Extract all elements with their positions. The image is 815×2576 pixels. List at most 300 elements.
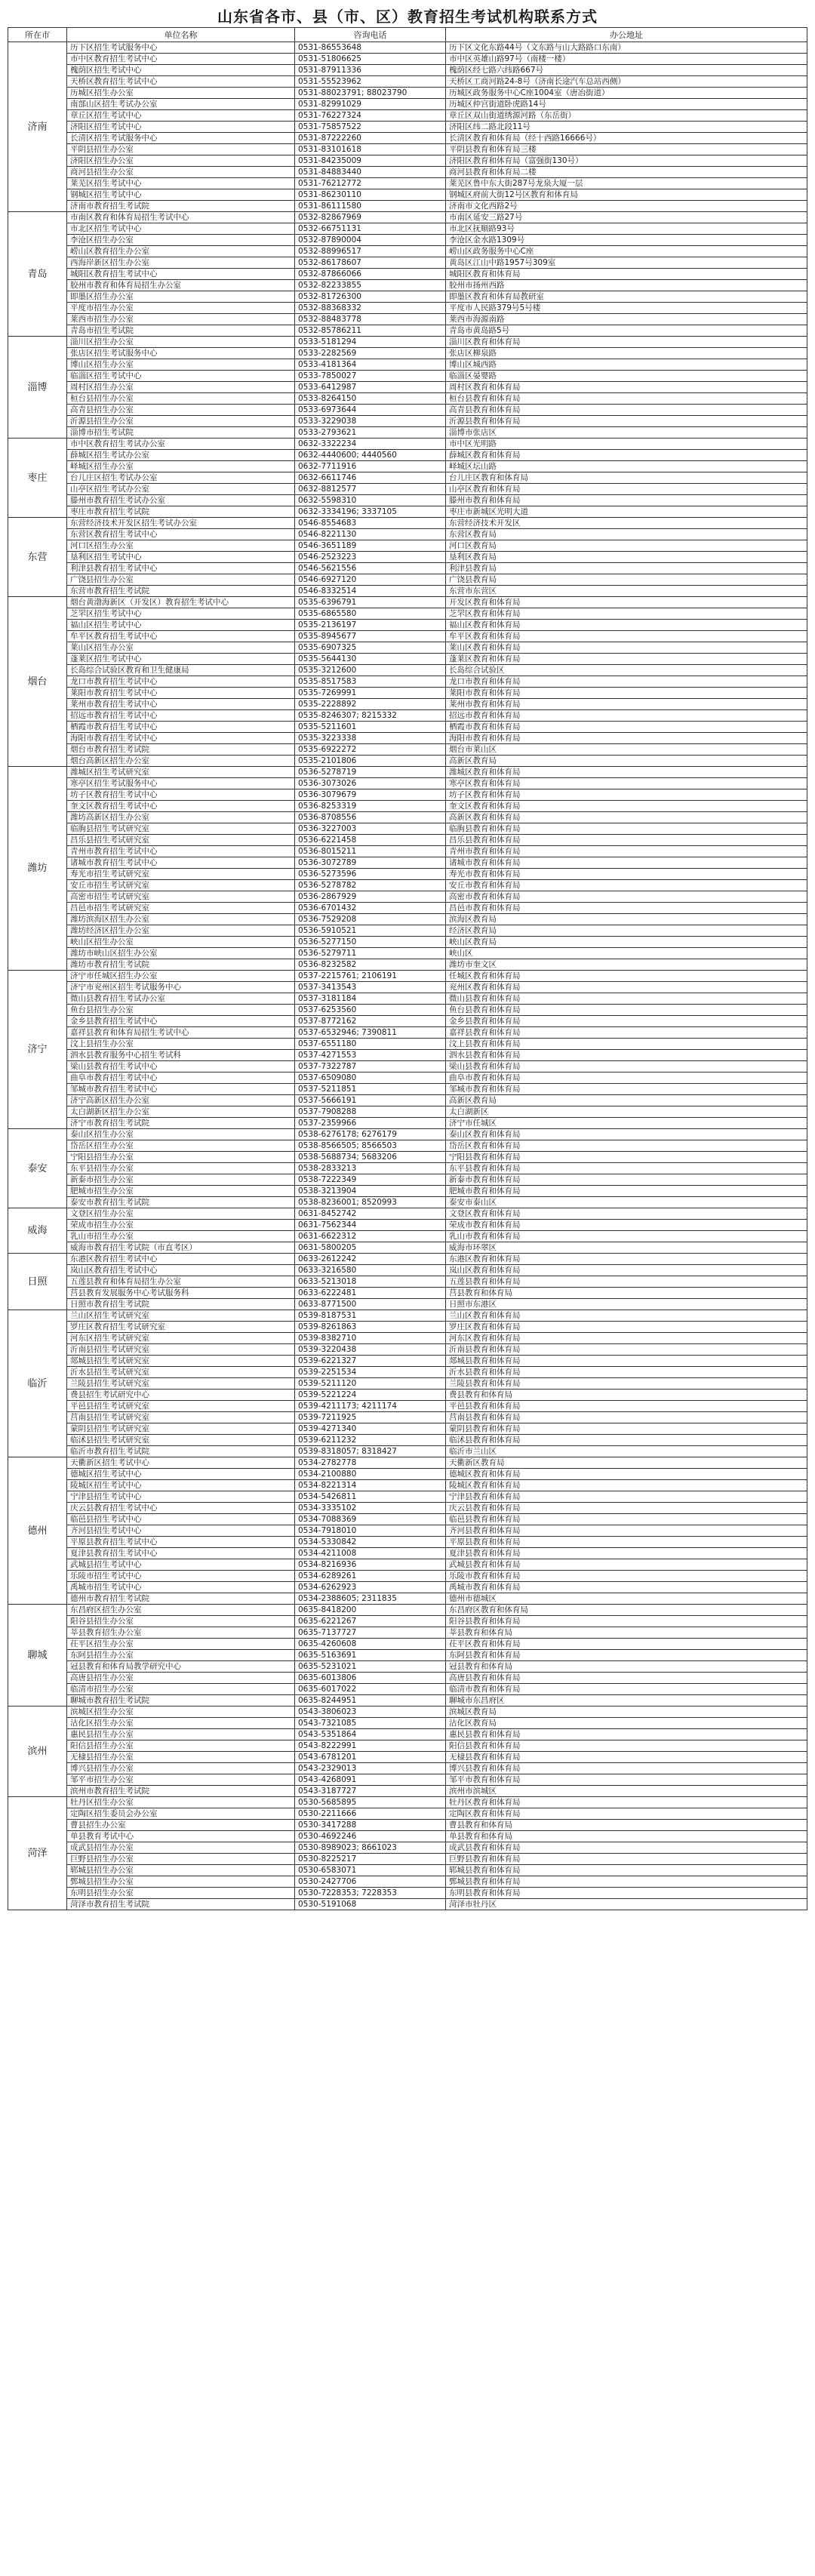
table-row (8, 178, 807, 189)
address-cell: 钢城区府前大街12号区教育和体育局 (446, 189, 807, 201)
table-row (8, 903, 807, 914)
address-cell: 陵城区教育和体育局 (446, 1480, 807, 1491)
address-cell: 济宁市任城区 (446, 1118, 807, 1129)
table-row (8, 1344, 807, 1356)
unit-cell: 莱山区招生办公室 (67, 642, 295, 654)
table-row (8, 665, 807, 676)
table-row (8, 1639, 807, 1650)
table-row (8, 1888, 807, 1899)
table-row (8, 1865, 807, 1876)
phone-cell: 0546-8332514 (295, 586, 446, 597)
table-row (8, 1265, 807, 1276)
address-cell: 东营市东营区 (446, 586, 807, 597)
address-cell: 商河县教育和体育局二楼 (446, 167, 807, 178)
unit-cell: 峡山区招生办公室 (67, 937, 295, 948)
table-row (8, 1242, 807, 1254)
unit-cell: 河东区招生考试研究室 (67, 1333, 295, 1344)
table-row (8, 540, 807, 552)
unit-cell: 薛城区招生考试办公室 (67, 450, 295, 461)
address-cell: 峄城区坛山路 (446, 461, 807, 472)
address-cell: 安丘市教育和体育局 (446, 880, 807, 891)
table-row (8, 778, 807, 789)
phone-cell: 0543-8222991 (295, 1740, 446, 1752)
unit-cell: 龙口市教育招生考试中心 (67, 676, 295, 688)
unit-cell: 邹平市招生办公室 (67, 1774, 295, 1786)
address-cell: 长清区教育和体育局（经十西路16666号） (446, 133, 807, 144)
address-cell: 天桥区工商河路24-8号（济南长途汽车总站西侧） (446, 76, 807, 88)
address-cell: 罗庄区教育和体育局 (446, 1322, 807, 1333)
address-cell: 郓城县教育和体育局 (446, 1865, 807, 1876)
address-cell: 任城区教育和体育局 (446, 971, 807, 982)
phone-cell: 0535-8517583 (295, 676, 446, 688)
phone-cell: 0539-2251534 (295, 1367, 446, 1378)
address-cell: 东阿县教育和体育局 (446, 1650, 807, 1661)
table-row (8, 948, 807, 959)
address-cell: 东平县教育和体育局 (446, 1163, 807, 1174)
table-row (8, 439, 807, 450)
address-cell: 济南市文化西路2号 (446, 201, 807, 212)
table-row (8, 1220, 807, 1231)
table-row (8, 1208, 807, 1220)
unit-cell: 鱼台县招生办公室 (67, 1005, 295, 1016)
unit-cell: 济宁市教育招生考试院 (67, 1118, 295, 1129)
unit-cell: 庆云县教育招生考试中心 (67, 1503, 295, 1514)
phone-cell: 0534-2388605; 2311835 (295, 1593, 446, 1605)
table-row (8, 1876, 807, 1888)
unit-cell: 岱岳区招生办公室 (67, 1140, 295, 1152)
phone-cell: 0532-87890004 (295, 235, 446, 246)
table-row (8, 269, 807, 280)
phone-cell: 0539-6221327 (295, 1356, 446, 1367)
table-body (8, 42, 807, 1910)
table-row (8, 495, 807, 506)
table-row (8, 99, 807, 110)
address-cell: 历城区仲宫街道卧虎路14号 (446, 99, 807, 110)
unit-cell: 泗水县教育服务中心招生考试科 (67, 1050, 295, 1061)
table-row (8, 1367, 807, 1378)
address-cell: 嘉祥县教育和体育局 (446, 1027, 807, 1039)
table-row (8, 1707, 807, 1718)
table-row (8, 835, 807, 846)
phone-cell: 0533-7850027 (295, 371, 446, 382)
address-cell: 博山区城西路 (446, 359, 807, 371)
phone-cell: 0531-83101618 (295, 144, 446, 155)
table-row (8, 1469, 807, 1480)
address-cell: 高新区教育局 (446, 756, 807, 767)
address-cell: 滨州市滨城区 (446, 1786, 807, 1797)
unit-cell: 周村区招生办公室 (67, 382, 295, 393)
address-cell: 周村区教育和体育局 (446, 382, 807, 393)
table-row (8, 88, 807, 99)
address-cell: 齐河县教育和体育局 (446, 1525, 807, 1537)
address-cell: 无棣县教育和体育局 (446, 1752, 807, 1763)
phone-cell: 0539-8261863 (295, 1322, 446, 1333)
address-cell: 滕州市教育和体育局 (446, 495, 807, 506)
address-cell: 单县教育和体育局 (446, 1831, 807, 1842)
address-cell: 淄博市张店区 (446, 427, 807, 439)
address-cell: 平原县教育和体育局 (446, 1537, 807, 1548)
unit-cell: 齐河县招生考试中心 (67, 1525, 295, 1537)
address-cell: 城阳区教育和体育局 (446, 269, 807, 280)
address-cell: 平度市人民路379号5号楼 (446, 303, 807, 314)
table-row (8, 54, 807, 65)
table-row (8, 959, 807, 971)
unit-cell: 东营市教育招生考试院 (67, 586, 295, 597)
address-cell: 牡丹区教育和体育局 (446, 1797, 807, 1808)
phone-cell: 0539-8187531 (295, 1310, 446, 1322)
table-row (8, 1254, 807, 1265)
phone-cell: 0631-7562344 (295, 1220, 446, 1231)
table-row (8, 1186, 807, 1197)
unit-cell: 济宁市兖州区招生考试服务中心 (67, 982, 295, 993)
unit-cell: 东昌府区招生办公室 (67, 1605, 295, 1616)
address-cell: 太白湖新区 (446, 1106, 807, 1118)
address-cell: 市中区英雄山路97号（南楼一楼） (446, 54, 807, 65)
phone-cell: 0632-5598310 (295, 495, 446, 506)
table-row (8, 303, 807, 314)
address-cell: 开发区教育和体育局 (446, 597, 807, 608)
unit-cell: 城阳区教育招生考试中心 (67, 269, 295, 280)
phone-cell: 0531-76227324 (295, 110, 446, 122)
phone-cell: 0533-5181294 (295, 337, 446, 348)
table-row (8, 1356, 807, 1367)
unit-cell: 罗庄区教育招生考试研究室 (67, 1322, 295, 1333)
phone-cell: 0532-87866066 (295, 269, 446, 280)
address-cell: 临清市教育和体育局 (446, 1684, 807, 1695)
unit-cell: 烟台高新区招生办公室 (67, 756, 295, 767)
phone-cell: 0537-6253560 (295, 1005, 446, 1016)
table-row (8, 1808, 807, 1820)
phone-cell: 0546-8554683 (295, 518, 446, 529)
phone-cell: 0532-81726300 (295, 291, 446, 303)
unit-cell: 西海岸新区招生办公室 (67, 257, 295, 269)
table-row (8, 1129, 807, 1140)
unit-cell: 日照市教育招生考试院 (67, 1299, 295, 1310)
address-cell: 临沭县教育和体育局 (446, 1435, 807, 1446)
phone-cell: 0536-5278719 (295, 767, 446, 778)
unit-cell: 即墨区招生办公室 (67, 291, 295, 303)
table-row (8, 971, 807, 982)
address-cell: 河东区教育和体育局 (446, 1333, 807, 1344)
phone-cell: 0546-3651189 (295, 540, 446, 552)
phone-cell: 0537-6551180 (295, 1039, 446, 1050)
address-cell: 五莲县教育和体育局 (446, 1276, 807, 1288)
table-row (8, 631, 807, 642)
table-row (8, 393, 807, 405)
header-row (8, 28, 807, 42)
phone-cell: 0537-7908288 (295, 1106, 446, 1118)
unit-cell: 东阿县招生办公室 (67, 1650, 295, 1661)
city-cell: 烟台 (8, 597, 67, 767)
address-cell: 岱岳区教育和体育局 (446, 1140, 807, 1152)
table-row (8, 1842, 807, 1854)
phone-cell: 0635-4260608 (295, 1639, 446, 1650)
unit-cell: 莱西市招生办公室 (67, 314, 295, 325)
table-row (8, 1514, 807, 1525)
table-row (8, 1423, 807, 1435)
phone-cell: 0530-8225217 (295, 1854, 446, 1865)
unit-cell: 单县教育考试中心 (67, 1831, 295, 1842)
phone-cell: 0537-2215761; 2106191 (295, 971, 446, 982)
phone-cell: 0635-6221267 (295, 1616, 446, 1627)
unit-cell: 临沂市教育招生考试院 (67, 1446, 295, 1457)
phone-cell: 0537-8772162 (295, 1016, 446, 1027)
table-row (8, 823, 807, 835)
address-cell: 河口区教育局 (446, 540, 807, 552)
unit-cell: 邹城市教育招生考试中心 (67, 1084, 295, 1095)
address-cell: 阳信县教育和体育局 (446, 1740, 807, 1752)
address-cell: 高密市教育和体育局 (446, 891, 807, 903)
unit-cell: 夏津县教育招生考试中心 (67, 1548, 295, 1559)
table-row (8, 982, 807, 993)
unit-cell: 新泰市招生办公室 (67, 1174, 295, 1186)
table-row (8, 1774, 807, 1786)
address-cell: 高新区教育局 (446, 1095, 807, 1106)
unit-cell: 德城区招生考试中心 (67, 1469, 295, 1480)
phone-cell: 0533-2282569 (295, 348, 446, 359)
unit-cell: 蓬莱区招生考试中心 (67, 654, 295, 665)
table-row (8, 1605, 807, 1616)
phone-cell: 0532-88368332 (295, 303, 446, 314)
address-cell: 禹城市教育和体育局 (446, 1582, 807, 1593)
address-cell: 东营经济技术开发区 (446, 518, 807, 529)
table-row (8, 359, 807, 371)
address-cell: 长岛综合试验区 (446, 665, 807, 676)
address-cell: 兖州区教育和体育局 (446, 982, 807, 993)
phone-cell: 0530-3417288 (295, 1820, 446, 1831)
table-row (8, 76, 807, 88)
table-row (8, 1571, 807, 1582)
unit-cell: 济宁市任城区招生办公室 (67, 971, 295, 982)
phone-cell: 0633-6222481 (295, 1288, 446, 1299)
unit-cell: 昌乐县招生考试研究室 (67, 835, 295, 846)
unit-cell: 海阳市教育招生考试中心 (67, 733, 295, 744)
phone-cell: 0635-6017022 (295, 1684, 446, 1695)
address-cell: 海阳市教育和体育局 (446, 733, 807, 744)
unit-cell: 济宁高新区招生办公室 (67, 1095, 295, 1106)
address-cell: 临邑县教育和体育局 (446, 1514, 807, 1525)
phone-cell: 0538-8566505; 8566503 (295, 1140, 446, 1152)
phone-cell: 0534-5330842 (295, 1537, 446, 1548)
table-row (8, 382, 807, 393)
address-cell: 即墨区教育和体育局教研室 (446, 291, 807, 303)
unit-cell: 文登区招生办公室 (67, 1208, 295, 1220)
address-cell: 曹县教育和体育局 (446, 1820, 807, 1831)
address-cell: 垦利区教育局 (446, 552, 807, 563)
unit-cell: 东平县招生办公室 (67, 1163, 295, 1174)
phone-cell: 0538-3213904 (295, 1186, 446, 1197)
phone-cell: 0539-8382710 (295, 1333, 446, 1344)
unit-cell: 平阴县招生办公室 (67, 144, 295, 155)
table-row (8, 914, 807, 925)
table-row (8, 1593, 807, 1605)
table-row (8, 1548, 807, 1559)
table-row (8, 1322, 807, 1333)
unit-cell: 桓台县招生办公室 (67, 393, 295, 405)
phone-cell: 0537-2359966 (295, 1118, 446, 1129)
address-cell: 峡山区教育局 (446, 937, 807, 948)
table-row (8, 235, 807, 246)
unit-cell: 荣成市招生办公室 (67, 1220, 295, 1231)
table-row (8, 1650, 807, 1661)
phone-cell: 0532-85786211 (295, 325, 446, 337)
phone-cell: 0531-86111580 (295, 201, 446, 212)
unit-cell: 博兴县招生办公室 (67, 1763, 295, 1774)
table-row (8, 552, 807, 563)
unit-cell: 昌邑市招生考试研究室 (67, 903, 295, 914)
table-row (8, 1005, 807, 1016)
address-cell: 汶上县教育和体育局 (446, 1039, 807, 1050)
table-row (8, 722, 807, 733)
table-row (8, 1401, 807, 1412)
phone-cell: 0633-3216580 (295, 1265, 446, 1276)
table-row (8, 642, 807, 654)
header-city: 所在市 (8, 28, 67, 42)
unit-cell: 高青县招生办公室 (67, 405, 295, 416)
table-row (8, 676, 807, 688)
table-row (8, 257, 807, 269)
table-row (8, 654, 807, 665)
table-row (8, 1333, 807, 1344)
unit-cell: 岚山区教育招生考试中心 (67, 1265, 295, 1276)
table-row (8, 1537, 807, 1548)
phone-cell: 0635-8244951 (295, 1695, 446, 1707)
phone-cell: 0530-6583071 (295, 1865, 446, 1876)
table-row (8, 1084, 807, 1095)
phone-cell: 0531-84235009 (295, 155, 446, 167)
unit-cell: 烟台黄渤海新区（开发区）教育招生考试中心 (67, 597, 295, 608)
unit-cell: 利津县教育招生考试中心 (67, 563, 295, 574)
phone-cell: 0531-84883440 (295, 167, 446, 178)
address-cell: 寿光市教育和体育局 (446, 869, 807, 880)
unit-cell: 台儿庄区招生考试办公室 (67, 472, 295, 484)
table-row (8, 733, 807, 744)
phone-cell: 0536-3079679 (295, 789, 446, 801)
phone-cell: 0543-3806023 (295, 1707, 446, 1718)
unit-cell: 烟台市教育招生考试院 (67, 744, 295, 756)
table-row (8, 133, 807, 144)
unit-cell: 福山区招生考试中心 (67, 620, 295, 631)
unit-cell: 临邑县招生考试中心 (67, 1514, 295, 1525)
address-cell: 东港区教育和体育局 (446, 1254, 807, 1265)
table-row (8, 1899, 807, 1910)
table-row (8, 1174, 807, 1186)
phone-cell: 0532-88483778 (295, 314, 446, 325)
address-cell: 莒县教育和体育局 (446, 1288, 807, 1299)
phone-cell: 0538-5688734; 5683206 (295, 1152, 446, 1163)
unit-cell: 乳山市招生办公室 (67, 1231, 295, 1242)
unit-cell: 寿光市招生考试研究室 (67, 869, 295, 880)
table-row (8, 688, 807, 699)
address-cell: 荣成市教育和体育局 (446, 1220, 807, 1231)
table-row (8, 1061, 807, 1073)
unit-cell: 坊子区教育招生考试中心 (67, 789, 295, 801)
phone-cell: 0536-8253319 (295, 801, 446, 812)
table-row (8, 518, 807, 529)
table-row (8, 1310, 807, 1322)
table-row (8, 325, 807, 337)
phone-cell: 0531-55523962 (295, 76, 446, 88)
unit-cell: 泰山区招生办公室 (67, 1129, 295, 1140)
table-row (8, 291, 807, 303)
unit-cell: 嘉祥县教育和体育局招生考试中心 (67, 1027, 295, 1039)
phone-cell: 0537-6532946; 7390811 (295, 1027, 446, 1039)
address-cell: 牟平区教育和体育局 (446, 631, 807, 642)
unit-cell: 东港区教育招生考试中心 (67, 1254, 295, 1265)
address-cell: 平邑县教育和体育局 (446, 1401, 807, 1412)
table-row (8, 189, 807, 201)
unit-cell: 泰安市教育招生考试院 (67, 1197, 295, 1208)
unit-cell: 寒亭区招生考试服务中心 (67, 778, 295, 789)
city-cell: 青岛 (8, 212, 67, 337)
address-cell: 东明县教育和体育局 (446, 1888, 807, 1899)
phone-cell: 0535-6907325 (295, 642, 446, 654)
table-row (8, 144, 807, 155)
phone-cell: 0534-7918010 (295, 1525, 446, 1537)
phone-cell: 0533-4181364 (295, 359, 446, 371)
unit-cell: 张店区招生考试服务中心 (67, 348, 295, 359)
phone-cell: 0533-6412987 (295, 382, 446, 393)
phone-cell: 0632-6611746 (295, 472, 446, 484)
unit-cell: 潍坊市教育招生考试院 (67, 959, 295, 971)
phone-cell: 0531-82991029 (295, 99, 446, 110)
address-cell: 胶州市扬州西路 (446, 280, 807, 291)
city-cell: 淄博 (8, 337, 67, 439)
table-row (8, 756, 807, 767)
city-cell: 济南 (8, 42, 67, 212)
address-cell: 岚山区教育和体育局 (446, 1265, 807, 1276)
unit-cell: 梁山县教育招生考试中心 (67, 1061, 295, 1073)
phone-cell: 0536-5910521 (295, 925, 446, 937)
unit-cell: 太白湖新区招生办公室 (67, 1106, 295, 1118)
unit-cell: 历下区招生考试服务中心 (67, 42, 295, 54)
address-cell: 莱山区教育和体育局 (446, 642, 807, 654)
unit-cell: 武城县招生考试中心 (67, 1559, 295, 1571)
unit-cell: 枣庄市教育招生考试院 (67, 506, 295, 518)
unit-cell: 高密市招生考试研究室 (67, 891, 295, 903)
unit-cell: 巨野县招生办公室 (67, 1854, 295, 1865)
address-cell: 坊子区教育和体育局 (446, 789, 807, 801)
phone-cell: 0632-8812577 (295, 484, 446, 495)
address-cell: 临沂市兰山区 (446, 1446, 807, 1457)
unit-cell: 济南市教育招生考试院 (67, 201, 295, 212)
unit-cell: 东明县招生办公室 (67, 1888, 295, 1899)
table-row (8, 1050, 807, 1061)
address-cell: 薛城区教育和体育局 (446, 450, 807, 461)
unit-cell: 兰山区招生考试研究室 (67, 1310, 295, 1322)
address-cell: 崂山区政务服务中心C座 (446, 246, 807, 257)
table-row (8, 1820, 807, 1831)
table-row (8, 42, 807, 54)
table-row (8, 65, 807, 76)
unit-cell: 惠民县招生办公室 (67, 1729, 295, 1740)
header-phone: 咨询电话 (295, 28, 446, 42)
table-row (8, 371, 807, 382)
address-cell: 邹城市教育和体育局 (446, 1084, 807, 1095)
phone-cell: 0530-7228353; 7228353 (295, 1888, 446, 1899)
address-cell: 莘县教育和体育局 (446, 1627, 807, 1639)
address-cell: 金乡县教育和体育局 (446, 1016, 807, 1027)
unit-cell: 平度市招生办公室 (67, 303, 295, 314)
phone-cell: 0531-86553648 (295, 42, 446, 54)
table-row (8, 155, 807, 167)
address-cell: 泰山区教育和体育局 (446, 1129, 807, 1140)
address-cell: 鱼台县教育和体育局 (446, 1005, 807, 1016)
phone-cell: 0539-6211232 (295, 1435, 446, 1446)
table-row (8, 1661, 807, 1673)
table-row (8, 608, 807, 620)
address-cell: 滨城区教育局 (446, 1707, 807, 1718)
